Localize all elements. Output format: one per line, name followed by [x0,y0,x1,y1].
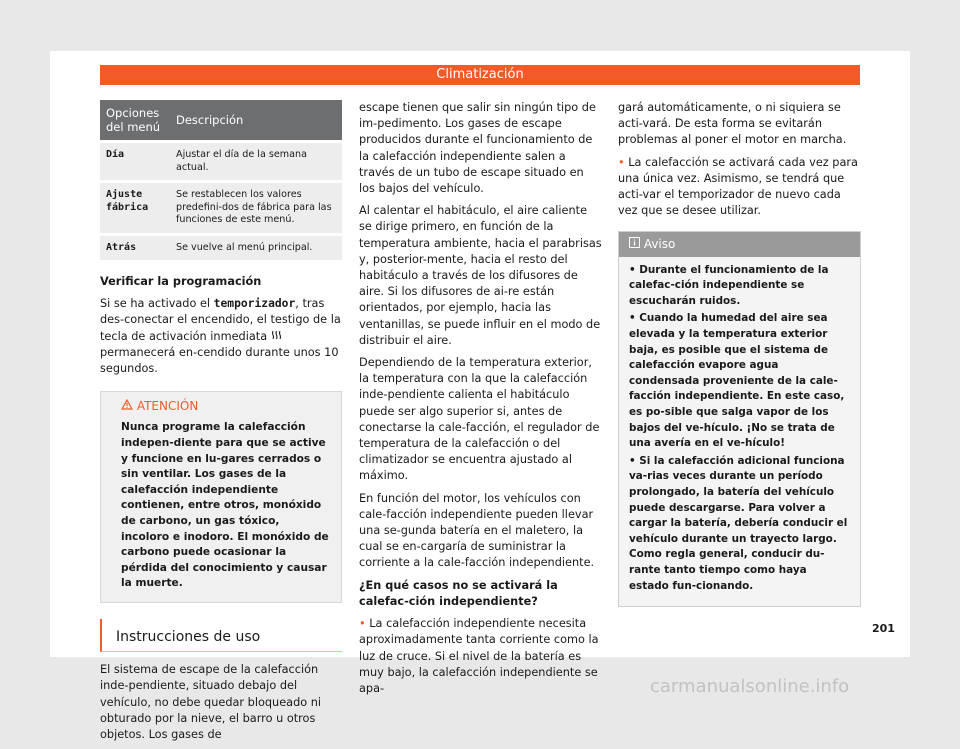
column-left [100,100,342,749]
bullet-text: La calefacción independiente necesita aproximadamente tanta corriente como la luz de cruce. Si el nivel de la batería es muy bajo, la calefacción independiente se apa- [359,617,599,695]
note-text: Cuando la humedad del aire sea elevada y la temperatura exterior baja, es posible que el sistema de calefacción evapore agua condensada proveniente de la cale-facción independiente. En este caso, es po-sible que salga vapor de los bajos del ve-hículo. ¡No se trata de una avería en el ve-hículo! [629,312,845,450]
column-middle [359,100,602,703]
verify-text-d: permanecerá en-cendido durante unos 10 segundos. [100,345,339,376]
instructions-paragraph: El sistema de escape de la calefacción inde-pendiente, situado debajo del vehículo, no debe quedar bloqueado ni obturado por la nieve, el barro u otros objetos. Los gases de [100,663,322,741]
attention-text: Nunca programe la calefacción indepen-diente para que se active y funcione en lu-gares cerrados o sin ventilar. Los gases de la calefacción independiente contienen, entre otros, monóxido de carbono, un gas tóxico, incoloro e inodoro. El monóxido de carbono puede ocasionar la pérdida del conocimiento y causar la muerte. [121,421,329,590]
menu-options-table [100,100,342,260]
table-cell-description: Se restablecen los valores predefini-dos de fábrica para las funciones de este menú. [170,182,342,235]
table-cell-option: Ajuste fábrica [100,182,170,235]
bullet-icon: • [618,155,625,169]
bullet-text: La calefacción se activará cada vez para una única vez. Asimismo, se tendrá que acti-var el temporizador de nuevo cada vez que se desee utilizar. [618,155,858,218]
verify-text-c: , tras des-conectar el encendido, el testigo de la tecla de activación inmediata [100,297,341,343]
table-cell-description: Se vuelve al menú principal. [170,234,342,260]
timer-keyword: temporizador [213,297,296,311]
table-row [100,142,342,182]
page-number: 201 [872,622,895,635]
note-text: Durante el funcionamiento de la calefac-ción independiente se escucharán ruidos. [629,263,829,307]
column-right [618,100,861,607]
attention-title: ATENCIÓN [136,399,199,414]
note-title: Aviso [643,237,676,252]
section-header: Climatización [100,65,860,85]
note-header [619,232,860,256]
watermark: carmanualsonline.info [650,676,850,697]
instructions-title: Instrucciones de uso [100,619,342,652]
note-item: • Durante el funcionamiento de la calefac-ción independiente se escucharán ruidos. [629,263,829,307]
table-cell-option: Atrás [100,234,170,260]
note-item: • Si la calefacción adicional funciona va-rias veces durante un período prolongado, la batería del vehículo puede descargarse. Para volver a cargar la batería, debería conducir el vehículo durante un trayecto largo. Como regla general, conducir du-rante tanto tiempo como haya estado fun-cionando. [629,454,848,592]
info-icon [629,236,640,252]
table-row [100,182,342,235]
attention-box [100,391,342,603]
warning-triangle-icon [121,398,133,414]
bullet-icon: • [359,617,366,631]
table-row [100,234,342,260]
table-header-description: Descripción [170,100,342,142]
bullet-item [359,616,602,697]
question-title: ¿En qué casos no se activará la calefac-ción independiente? [359,578,558,608]
table-cell-option: Día [100,142,170,182]
paragraph: Dependiendo de la temperatura exterior, la temperatura con la que la calefacción inde-pendiente calienta el habitáculo puede ser algo superior si, antes de conectarse la cale-facción, el regulador de temperatura de la calefacción o del climatizador se encuentra ajustado al máximo. [359,356,600,483]
note-text: Si la calefacción adicional funciona va-rias veces durante un período prolongado, la batería del vehículo puede descargarse. Para volver a cargar la batería, debería conducir el vehículo durante un trayecto largo. Como regla general, conducir du-rante tanto tiempo como haya estado fun-cionando. [629,454,848,592]
heater-button-icon [271,329,282,345]
note-body [619,257,860,606]
paragraph: escape tienen que salir sin ningún tipo de im-pedimento. Los gases de escape producidos durante el funcionamiento de la calefacción independiente salen a través de un tubo de escape situado en los bajos del vehículo. [359,101,596,196]
verify-paragraph [100,296,342,377]
note-item: • Cuando la humedad del aire sea elevada y la temperatura exterior baja, es posible que el sistema de calefacción evapore agua condensada proveniente de la cale-facción independiente. En este caso, es po-sible que salga vapor de los bajos del ve-hículo. ¡No se trata de una avería en el ve-hículo! [629,312,845,450]
note-box [618,231,861,607]
paragraph: gará automáticamente, o ni siquiera se acti-vará. De esta forma se evitarán problemas al poner el motor en marcha. [618,101,847,147]
attention-header [101,392,341,418]
paragraph: Al calentar el habitáculo, el aire caliente se dirige primero, en función de la temperatura ambiente, hacia el parabrisas y, posterior-mente, hacia el resto del habitáculo a través de los difusores de aire. Si los difusores de ai-re están orientados, por ejemplo, hacia las ventanillas, se puede influir en el modo de distribuir el aire. [359,204,602,347]
verify-text-a: Si se ha activado el [100,297,214,311]
bullet-item [618,155,861,220]
paragraph: En función del motor, los vehículos con cale-facción independiente pueden llevar una se-gunda batería en el maletero, la cual se en-cargaría de suministrar la corriente a la cale-facción independiente. [359,491,595,570]
verify-title: Verificar la programación [100,275,262,288]
table-cell-description: Ajustar el día de la semana actual. [170,142,342,182]
table-header-options: Opciones del menú [100,100,170,142]
table-header-row [100,100,342,142]
